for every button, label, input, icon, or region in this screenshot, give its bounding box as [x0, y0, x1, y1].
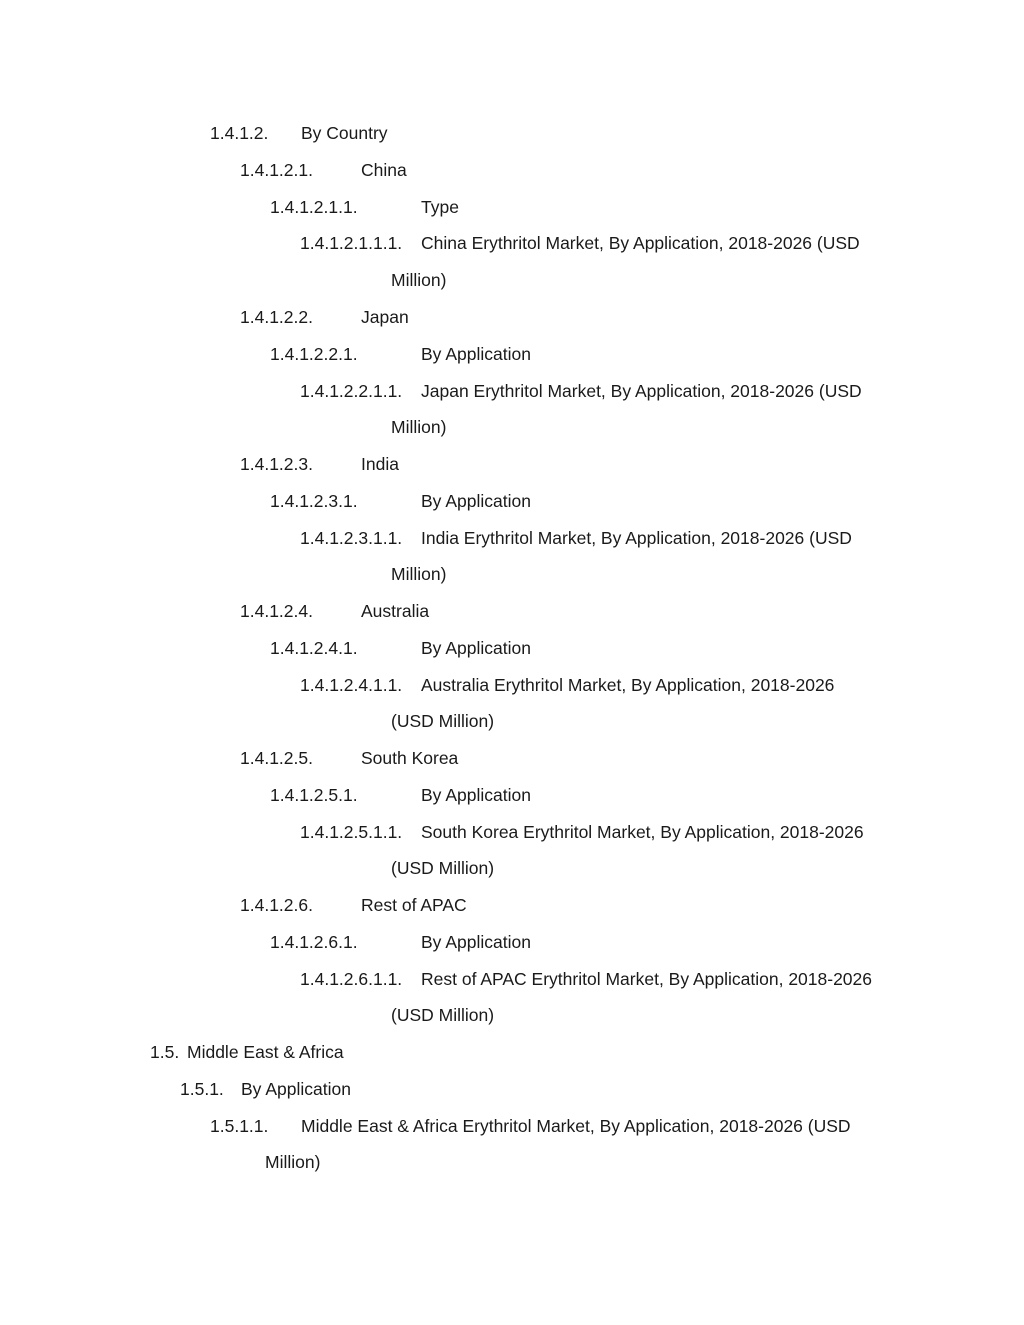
outline-text: By Application: [421, 491, 531, 511]
outline-number: 1.4.1.2.1.1.1.: [300, 233, 403, 253]
outline-text-continued: (USD Million): [391, 858, 495, 878]
outline-number: 1.4.1.2.5.1.: [270, 785, 358, 805]
outline-text: Rest of APAC Erythritol Market, By Application, 2018-2026: [421, 969, 873, 989]
outline-text: Middle East & Africa Erythritol Market, By Application, 2018-2026 (USD: [301, 1116, 851, 1136]
outline-text: By Country: [301, 123, 388, 143]
outline-text: Australia: [361, 601, 430, 621]
outline-number: 1.4.1.2.5.: [240, 748, 313, 768]
outline-number: 1.4.1.2.: [210, 123, 269, 143]
outline-text: China: [361, 160, 407, 180]
outline-text: By Application: [421, 344, 531, 364]
outline-text: Japan Erythritol Market, By Application, 2018-2026 (USD: [421, 381, 862, 401]
outline-text-continued: Million): [265, 1152, 321, 1172]
outline-text-continued: (USD Million): [391, 711, 495, 731]
outline-text: China Erythritol Market, By Application, 2018-2026 (USD: [421, 233, 860, 253]
outline-number: 1.4.1.2.4.: [240, 601, 313, 621]
outline-number: 1.4.1.2.6.: [240, 895, 313, 915]
outline-text-continued: Million): [391, 564, 447, 584]
outline-text-continued: Million): [391, 270, 447, 290]
outline-text: Rest of APAC: [361, 895, 467, 915]
outline-number: 1.4.1.2.2.: [240, 307, 313, 327]
outline-number: 1.4.1.2.6.1.: [270, 932, 358, 952]
outline-number: 1.4.1.2.2.1.1.: [300, 381, 403, 401]
outline-number: 1.4.1.2.4.1.1.: [300, 675, 403, 695]
outline-number: 1.5.1.: [180, 1079, 224, 1099]
outline-text: India: [361, 454, 399, 474]
outline-text: South Korea: [361, 748, 459, 768]
outline-text: India Erythritol Market, By Application, 2018-2026 (USD: [421, 528, 852, 548]
outline-text-continued: (USD Million): [391, 1005, 495, 1025]
outline-text: Japan: [361, 307, 409, 327]
outline-number: 1.4.1.2.1.1.: [270, 197, 358, 217]
outline-number: 1.4.1.2.3.: [240, 454, 313, 474]
outline-number: 1.4.1.2.5.1.1.: [300, 822, 403, 842]
outline-number: 1.4.1.2.1.: [240, 160, 313, 180]
outline-text: By Application: [421, 785, 531, 805]
outline-text: By Application: [421, 932, 531, 952]
outline-number: 1.5.1.1.: [210, 1116, 269, 1136]
outline-number: 1.5.: [150, 1042, 180, 1062]
outline-number: 1.4.1.2.3.1.1.: [300, 528, 403, 548]
outline-text: Middle East & Africa: [187, 1042, 344, 1062]
outline-text: South Korea Erythritol Market, By Application, 2018-2026: [421, 822, 864, 842]
outline-text: By Application: [421, 638, 531, 658]
outline-number: 1.4.1.2.3.1.: [270, 491, 358, 511]
outline-text: By Application: [241, 1079, 351, 1099]
outline-number: 1.4.1.2.4.1.: [270, 638, 358, 658]
outline-number: 1.4.1.2.6.1.1.: [300, 969, 403, 989]
outline-number: 1.4.1.2.2.1.: [270, 344, 358, 364]
outline-text: Type: [421, 197, 459, 217]
outline-text: Australia Erythritol Market, By Application, 2018-2026: [421, 675, 835, 695]
outline-text-continued: Million): [391, 417, 447, 437]
